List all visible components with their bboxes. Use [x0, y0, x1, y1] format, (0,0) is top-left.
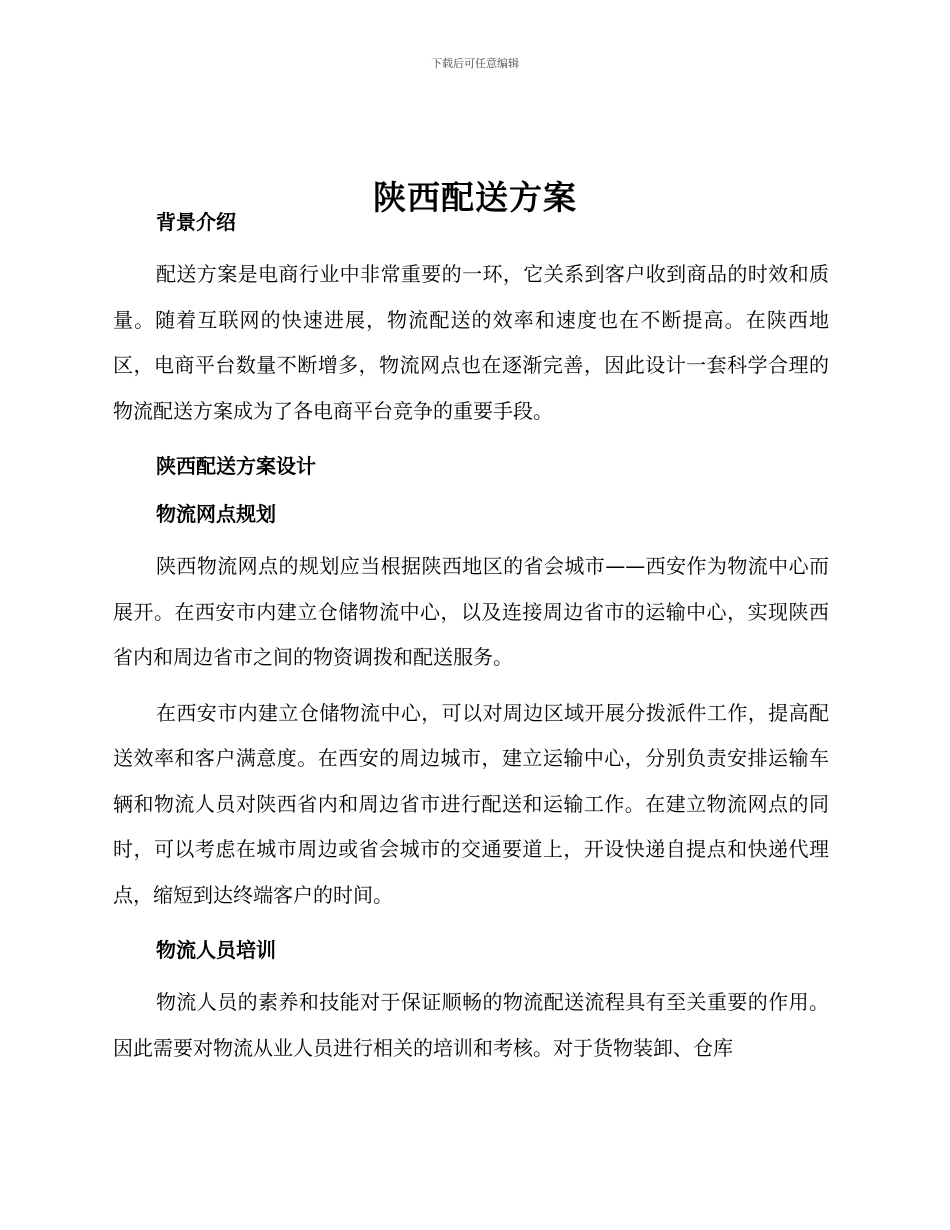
- section-heading-training: 物流人员培训: [156, 938, 276, 962]
- paragraph-network-2: 在西安市内建立仓储物流中心，可以对周边区域开展分拨派件工作，提高配送效率和客户满意度。在西安的周边城市，建立运输中心，分别负责安排运输车辆和物流人员对陕西省内和周边省市进行配送和运输工作。在建立物流网点的同时，可以考虑在城市周边或省会城市的交通要道上，开设快递自提点和快递代理点，缩短到达终端客户的时间。: [113, 700, 829, 907]
- paragraph-network-1: 陕西物流网点的规划应当根据陕西地区的省会城市——西安作为物流中心而展开。在西安市内建立仓储物流中心，以及连接周边省市的运输中心，实现陕西省内和周边省市之间的物资调拨和配送服务。: [113, 554, 829, 669]
- paragraph-training: 物流人员的素养和技能对于保证顺畅的物流配送流程具有至关重要的作用。因此需要对物流从业人员进行相关的培训和考核。对于货物装卸、仓库: [113, 990, 829, 1060]
- document-body: [113, 200, 829, 1071]
- paragraph-background: 配送方案是电商行业中非常重要的一环，它关系到客户收到商品的时效和质量。随着互联网的快速进展，物流配送的效率和速度也在不断提高。在陕西地区，电商平台数量不断增多，物流网点也在逐渐完善，因此设计一套科学合理的物流配送方案成为了各电商平台竞争的重要手段。: [113, 262, 829, 423]
- document-title: 陕西配送方案: [373, 178, 577, 218]
- section-heading-design: 陕西配送方案设计: [156, 454, 316, 478]
- section-heading-network: 物流网点规划: [156, 502, 276, 526]
- header-note: 下载后可任意编辑: [431, 57, 519, 70]
- section-heading-background: 背景介绍: [156, 210, 236, 234]
